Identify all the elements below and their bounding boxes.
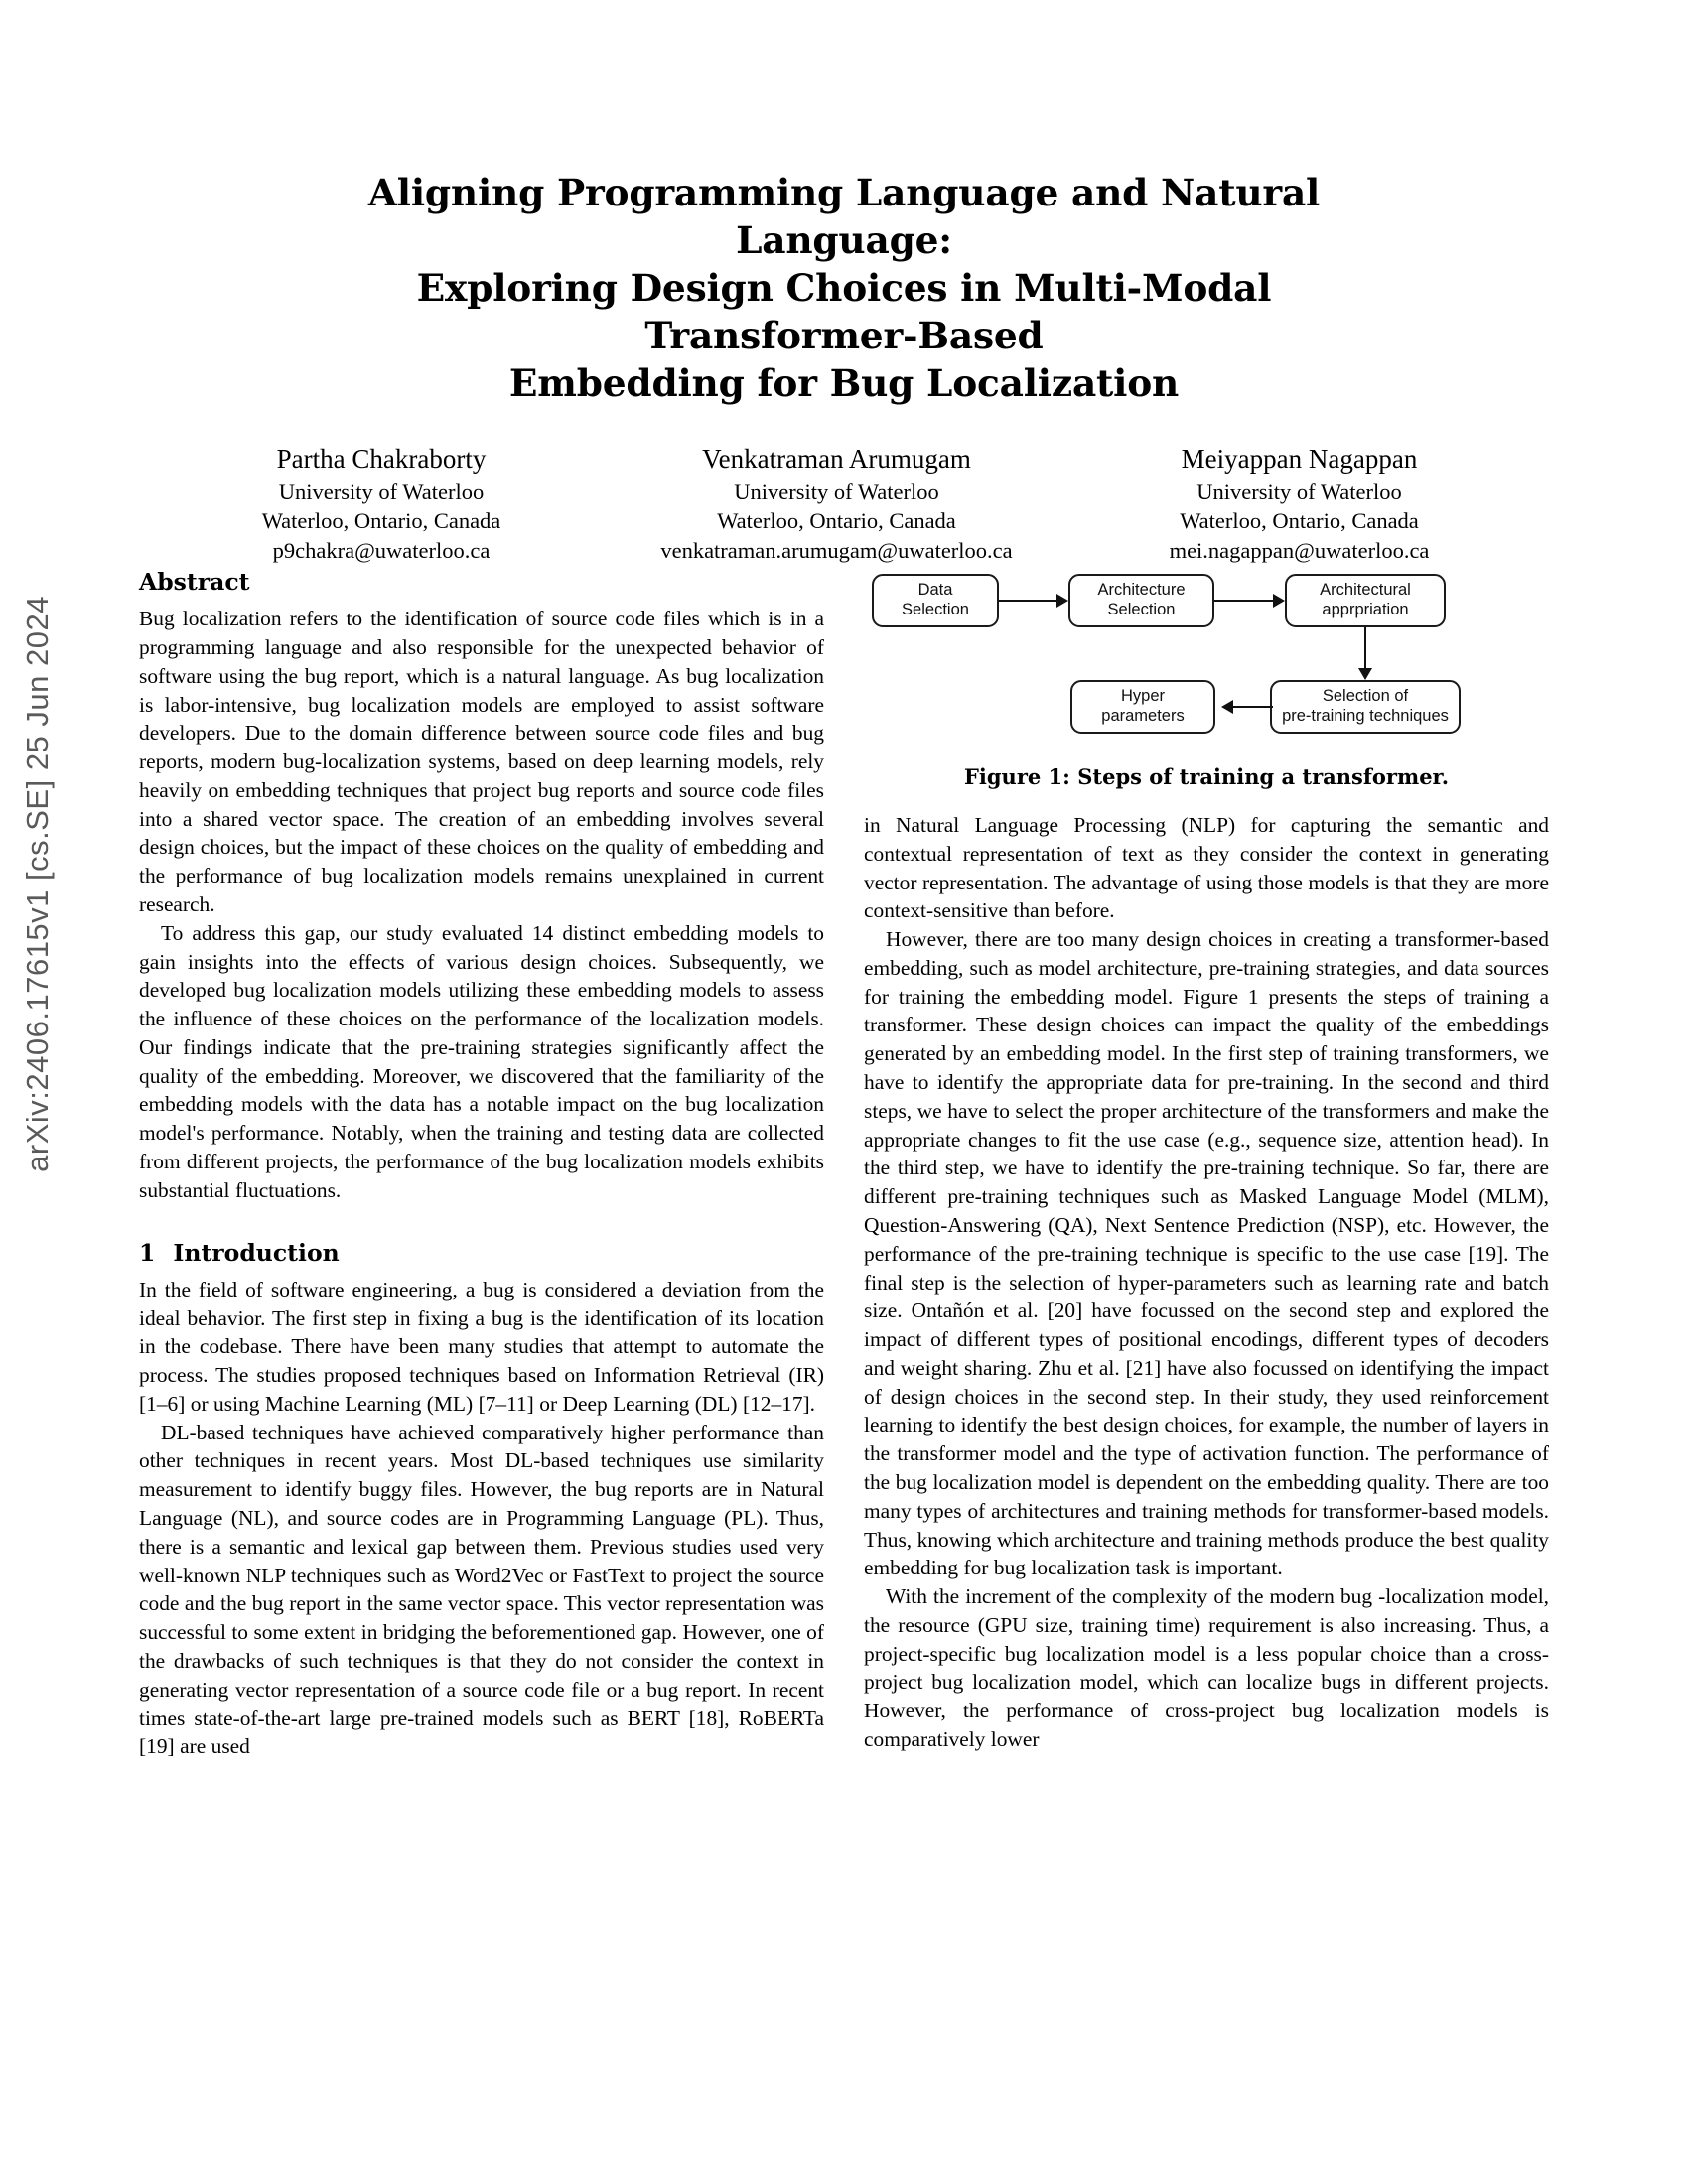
author-name: Partha Chakraborty (276, 444, 487, 474)
flow-box-line-1: Architecture (1097, 581, 1186, 600)
flow-box-data-selection (872, 574, 999, 627)
flow-arrow-head-2 (1273, 594, 1285, 608)
flow-box-line-1: Data (917, 581, 953, 600)
author-name: Meiyappan Nagappan (1181, 444, 1418, 474)
abstract-heading: Abstract (139, 568, 250, 596)
flow-box-line-2: parameters (1101, 707, 1185, 725)
right-column-paragraph-3: With the increment of the complexity of the modern bug -localization model, the resource (GPU size, training time) requirement is also increasing. Thus, a project-specific bug localization model is a less popular choice than a cross-project bug localization model, which can localize bugs in different projects. However, the performance of cross-project bug localization models is comparatively lower (864, 1584, 1549, 1751)
author-email[interactable]: mei.nagappan@uwaterloo.ca (1169, 537, 1430, 563)
figure-1 (864, 568, 1549, 789)
paper-title-line-3: Embedding for Bug Localization (508, 361, 1180, 405)
author-block (1078, 442, 1521, 566)
author-list (139, 442, 1549, 566)
flow-box-hyper-parameters (1070, 680, 1215, 734)
title-block (139, 0, 1549, 566)
author-location: Waterloo, Ontario, Canada (1180, 508, 1419, 534)
abstract-paragraph-2: To address this gap, our study evaluated 14 distinct embedding models to gain insights into the effects of various design choices. Subsequently, we developed bug localization models utilizing these embedding models to assess the influence of these choices on the performance of the localization models. Our findings indicate that the pre-training strategies significantly affect the quality of the embedding. Moreover, we discovered that the familiarity of the embedding models with the data has a notable impact on the bug localization model's performance. Notably, when the training and testing data are collected from different projects, the performance of the bug localization models exhibits substantial fluctuations. (139, 920, 824, 1202)
flow-arrow-head-3 (1358, 668, 1372, 680)
paper-title-line-2: Exploring Design Choices in Multi-Modal Transformer-Based (416, 266, 1272, 357)
flow-box-line-1: Architectural (1320, 581, 1411, 600)
flow-box-line-1: Selection of (1322, 687, 1409, 706)
arxiv-identifier-stamp: arXiv:2406.17615v1 [cs.SE] 25 Jun 2024 (20, 596, 55, 1172)
flowchart-diagram (864, 568, 1549, 739)
author-location: Waterloo, Ontario, Canada (717, 508, 956, 534)
flow-box-line-2: Selection (902, 601, 969, 618)
left-column (139, 568, 824, 1761)
abstract-paragraph-1: Bug localization refers to the identification of source code files which is in a programming language and also responsible for the unexpected behavior of software using the bug report, which is a natural language. As bug localization is labor-intensive, bug localization models are employed to assist software developers. Due to the domain difference between source code files and bug reports, modern bug-localization systems, based on deep learning models, rely heavily on embedding techniques that project bug reports and source code files into a shared vector space. The creation of an embedding involves several design choices, but the impact of these choices on the quality of embedding and the performance of bug localization models remains unexplained in current research. (139, 607, 824, 916)
author-location: Waterloo, Ontario, Canada (261, 508, 501, 534)
page-title (288, 169, 1400, 407)
flow-box-selection-of-pretraining-techniques (1270, 680, 1461, 734)
author-email[interactable]: venkatraman.arumugam@uwaterloo.ca (660, 537, 1013, 563)
right-column-paragraph-2: However, there are too many design choices in creating a transformer-based embedding, such as model architecture, pre-training strategies, and data sources for training the embedding model. Figure 1 presents the steps of training a transformer. These design choices can impact the quality of the embeddings generated by an embedding model. In the first step of training transformers, we have to identify the appropriate data for pre-training. In the second and third steps, we have to select the proper architecture of the transformers and make the appropriate changes to fit the use case (e.g., sequence size, attention head). In the third step, we have to identify the pre-training technique. So far, there are different pre-training techniques such as Masked Language Model (MLM), Question-Answering (QA), Next Sentence Prediction (NSP), etc. However, the performance of the pre-training technique is specific to the use case [19]. The final step is the selection of hyper-parameters such as learning rate and batch size. Ontañón et al. [20] have focussed on the second step and explored the impact of different types of positional encodings, different types of decoders and weight sharing. Zhu et al. [21] have also focussed on identifying the impact of design choices in the second step. In their study, they used reinforcement learning to identify the best design choices, for example, the number of layers in the transformer model and the type of activation function. The performance of the bug localization model is dependent on the embedding quality. There are too many types of architectures and training methods for transformer-based models. Thus, knowing which architecture and training methods produce the best quality embedding for bug localization task is important. (864, 927, 1549, 1580)
author-block (596, 442, 1078, 566)
flow-box-architecture-selection (1068, 574, 1214, 627)
flow-arrow-head-1 (1056, 594, 1068, 608)
flow-arrow-line-3 (1364, 627, 1366, 668)
introduction-paragraph-1: In the field of software engineering, a bug is considered a deviation from the ideal behavior. The first step in fixing a bug is the identification of its location in the codebase. There have been many studies that attempt to automate the process. The studies proposed techniques based on Information Retrieval (IR) [1–6] or using Machine Learning (ML) [7–11] or Deep Learning (DL) [12–17]. (139, 1277, 824, 1416)
figure-caption: Figure 1: Steps of training a transformer. (963, 764, 1449, 789)
author-name: Venkatraman Arumugam (702, 444, 971, 474)
flow-box-line-1: Hyper (1120, 687, 1165, 706)
author-email[interactable]: p9chakra@uwaterloo.ca (272, 537, 491, 563)
introduction-paragraph-2: DL-based techniques have achieved comparatively higher performance than other techniques in recent years. Most DL-based techniques use similarity measurement to identify buggy files. However, the bug reports are in Natural Language (NL), and source codes are in Programming Language (PL). Thus, there is a semantic and lexical gap between them. Previous studies used very well-known NLP techniques such as Word2Vec or FastText to project the source code and the bug report in the same vector space. This vector representation was successful to some extent in bridging the beforementioned gap. However, one of the drawbacks of such techniques is that they do not consider the context in generating vector representation of a source code file or a bug report. In recent times state-of-the-art large pre-trained models such as BERT [18], RoBERTa [19] are used (139, 1420, 824, 1759)
flow-arrow-line-2 (1214, 600, 1273, 602)
flow-arrow-line-1 (999, 600, 1056, 602)
author-affiliation: University of Waterloo (278, 478, 485, 504)
section-number: 1 (139, 1238, 156, 1267)
two-column-body (139, 568, 1549, 1761)
author-affiliation: University of Waterloo (1196, 478, 1402, 504)
introduction-heading (139, 1239, 824, 1267)
author-block (168, 442, 596, 566)
flow-box-line-2: apprpriation (1322, 601, 1409, 618)
author-affiliation: University of Waterloo (734, 478, 939, 504)
flow-arrow-head-4 (1221, 700, 1233, 714)
flow-arrow-line-4 (1233, 706, 1273, 708)
paper-title-line-1: Aligning Programming Language and Natural Language: (367, 171, 1321, 262)
flow-box-line-2: Selection (1107, 601, 1176, 618)
flow-box-architectural-appropriation (1285, 574, 1446, 627)
paper-page (139, 0, 1549, 2184)
flow-box-line-2: pre-training techniques (1282, 707, 1449, 725)
section-title: Introduction (173, 1238, 340, 1267)
right-column (864, 568, 1549, 1761)
right-column-paragraph-1: in Natural Language Processing (NLP) for capturing the semantic and contextual representation of text as they consider the context in generating vector representation. The advantage of using those models is that they are more context-sensitive than before. (864, 813, 1549, 923)
